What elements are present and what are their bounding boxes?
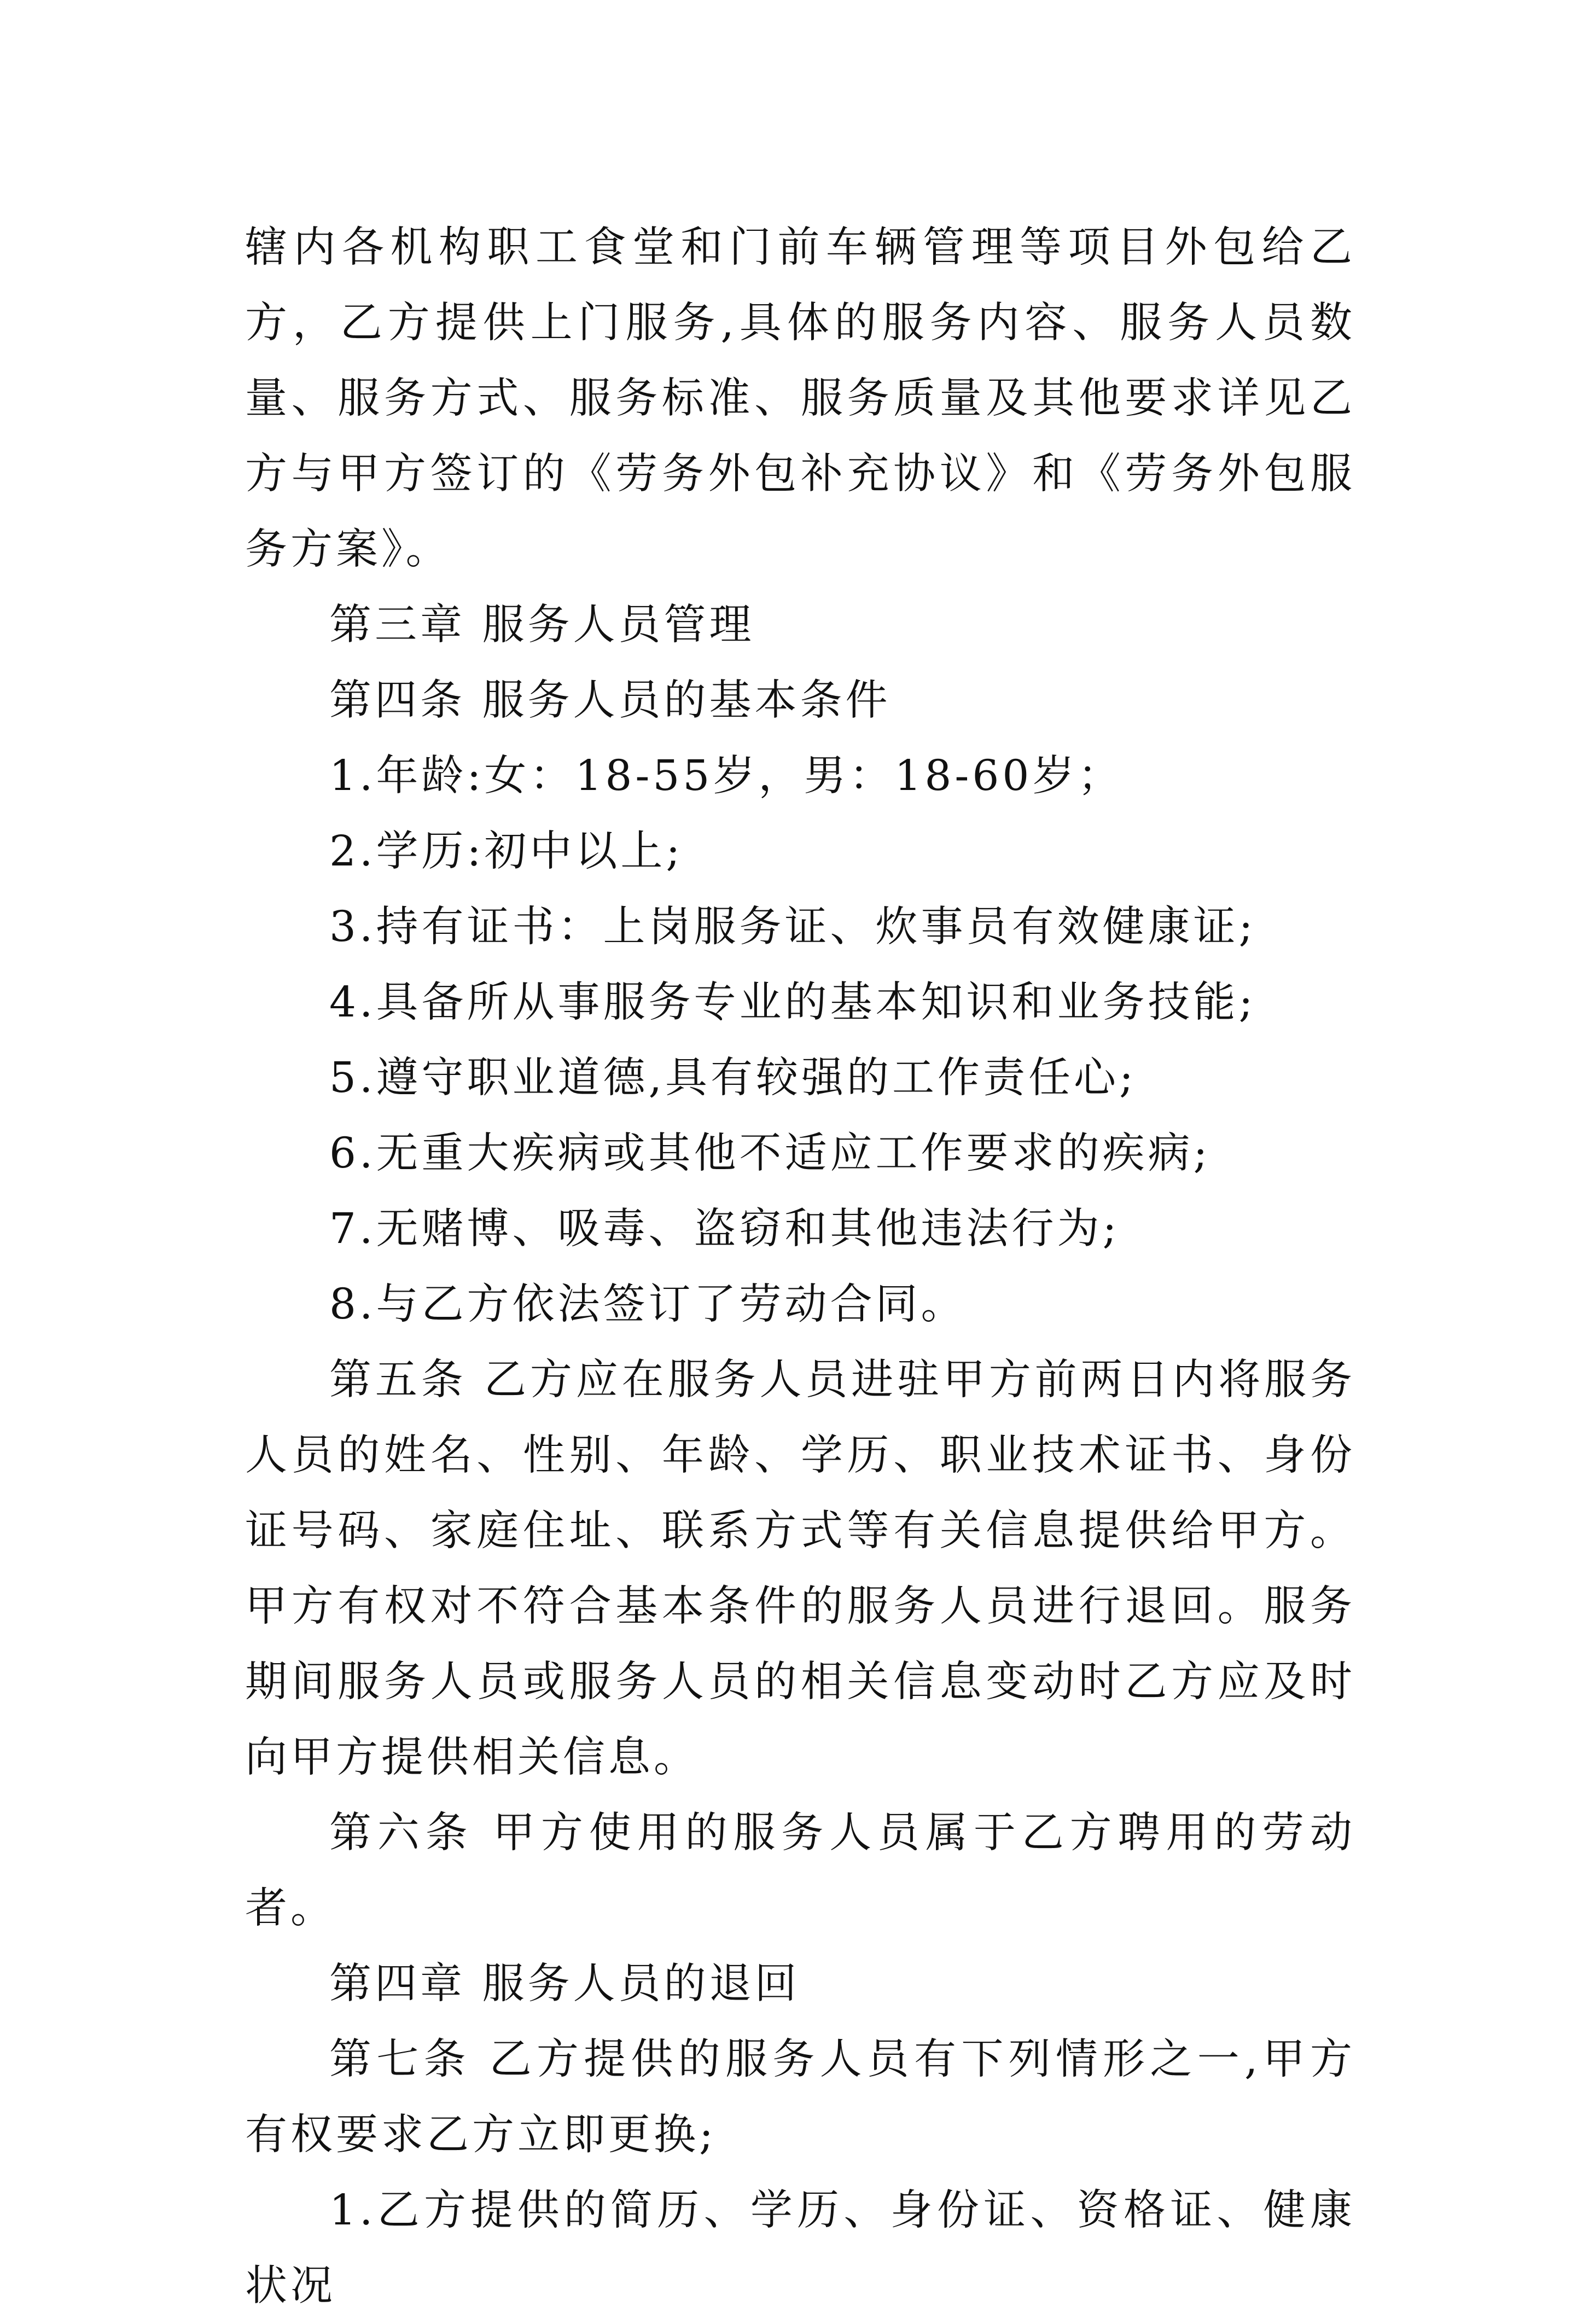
condition-item-conduct: 7.无赌博、吸毒、盗窃和其他违法行为;: [329, 1205, 1120, 1253]
condition-item-contract: 8.与乙方依法签订了劳动合同。: [329, 1280, 967, 1329]
condition-item-skills: 4.具备所从事服务专业的基本知识和业务技能;: [329, 978, 1256, 1027]
condition-item-education: 2.学历:初中以上;: [329, 827, 684, 876]
document-body: [245, 210, 1355, 2324]
article-7-paragraph: 第七条 乙方提供的服务人员有下列情形之一,甲方有权要求乙方立即更换;: [245, 2035, 1355, 2159]
condition-item-certificates: 3.持有证书：上岗服务证、炊事员有效健康证;: [329, 903, 1256, 951]
condition-item-age: 1.年龄:女：18-55岁，男：18-60岁；: [329, 752, 1124, 800]
chapter-3-heading: 第三章 服务人员管理: [329, 601, 755, 649]
condition-item-health: 6.无重大疾病或其他不适应工作要求的疾病;: [329, 1129, 1211, 1178]
paragraph-outsourcing-scope: 辖内各机构职工食堂和门前车辆管理等项目外包给乙方，乙方提供上门服务,具体的服务内容、服务人员数量、服务方式、服务标准、服务质量及其他要求详见乙方与甲方签订的《劳务外包补充协议》和《劳务外包服务方案》。: [245, 223, 1355, 574]
chapter-4-heading: 第四章 服务人员的退回: [329, 1960, 800, 2008]
article-5-paragraph: 第五条 乙方应在服务人员进驻甲方前两日内将服务人员的姓名、性别、年龄、学历、职业技术证书、身份证号码、家庭住址、联系方式等有关信息提供给甲方。甲方有权对不符合基本条件的服务人员进行退回。服务期间服务人员或服务人员的相关信息变动时乙方应及时向甲方提供相关信息。: [245, 1356, 1355, 1782]
article-4-heading: 第四条 服务人员的基本条件: [329, 676, 891, 725]
article-7-item-1: 1.乙方提供的简历、学历、身份证、资格证、健康状况: [245, 2186, 1355, 2310]
condition-item-ethics: 5.遵守职业道德,具有较强的工作责任心;: [329, 1054, 1137, 1102]
article-6-paragraph: 第六条 甲方使用的服务人员属于乙方聘用的劳动者。: [245, 1809, 1355, 1933]
